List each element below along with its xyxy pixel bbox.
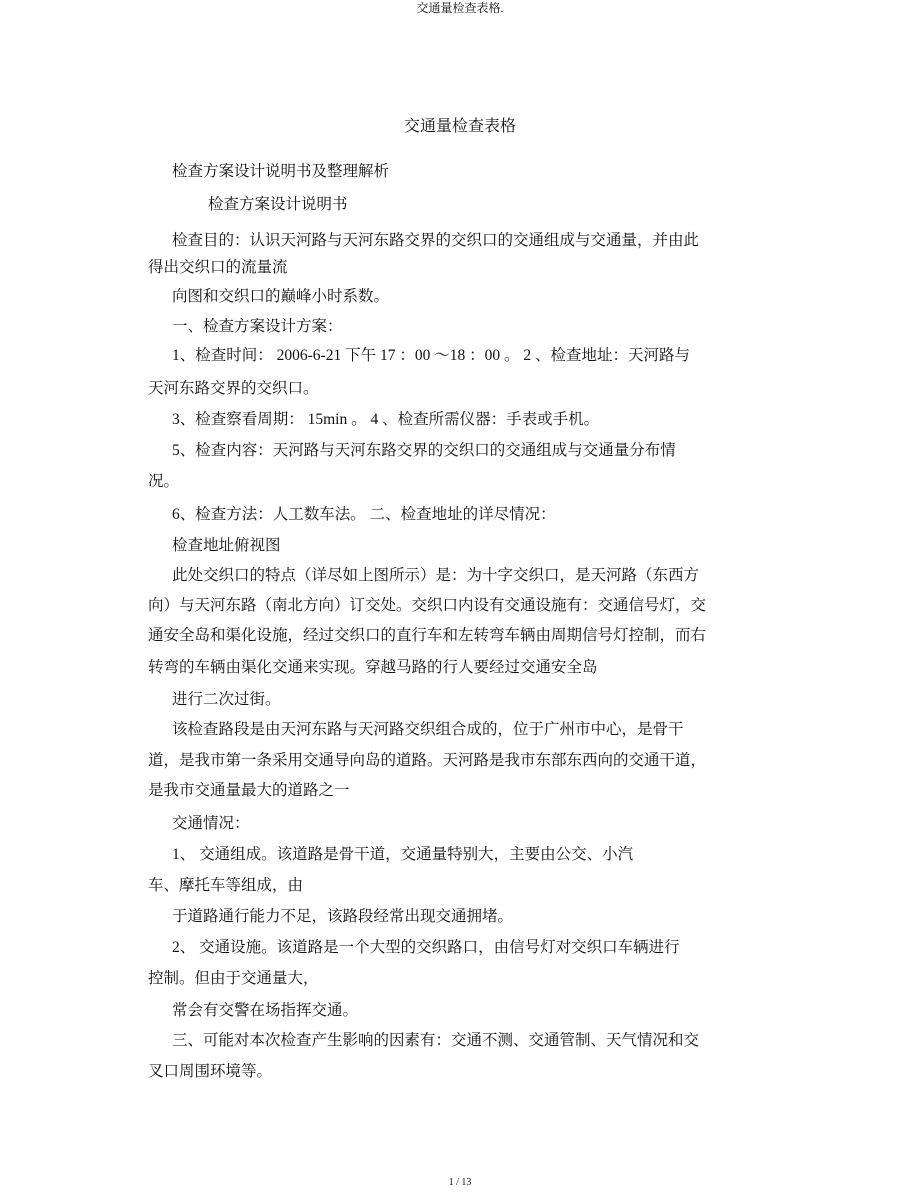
text-line: 进行二次过街。 bbox=[172, 691, 281, 708]
text-line: 况。 bbox=[148, 473, 180, 490]
text-line: 2、 交通设施。该道路是一个大型的交织路口，由信号灯对交织口车辆进行 bbox=[172, 939, 680, 956]
text-line: 1、 交通组成。该道路是骨干道，交通量特别大，主要由公交、小汽 bbox=[172, 846, 634, 863]
text-line: 检查目的：认识天河路与天河东路交界的交织口的交通组成与交通量，并由此 bbox=[172, 232, 700, 249]
text-line: 控制。但由于交通量大， bbox=[148, 970, 319, 987]
text-line: 三、可能对本次检查产生影响的因素有：交通不测、交通管制、天气情况和交 bbox=[172, 1032, 700, 1049]
page-title: 交通量检查表格 bbox=[403, 118, 516, 135]
text-line: 转弯的车辆由渠化交通来实现。穿越马路的行人要经过交通安全岛 bbox=[148, 659, 598, 676]
text-line: 向图和交织口的巅峰小时系数。 bbox=[172, 288, 390, 305]
text-line: 车、摩托车等组成，由 bbox=[148, 877, 304, 894]
text-line: 检查地址俯视图 bbox=[172, 537, 281, 554]
text-line: 向）与天河东路（南北方向）订交处。交织口内设有交通设施有：交通信号灯，交 bbox=[148, 597, 707, 614]
text-line: 叉口周围环境等。 bbox=[148, 1063, 273, 1080]
text-line: 一、检查方案设计方案： bbox=[172, 318, 343, 335]
text-line: 天河东路交界的交织口。 bbox=[148, 380, 319, 397]
text-line: 通安全岛和渠化设施，经过交织口的直行车和左转弯车辆由周期信号灯控制，而右 bbox=[148, 627, 707, 644]
text-line: 是我市交通量最大的道路之一 bbox=[148, 782, 350, 799]
text-line: 3、检查察看周期： 15min 。 4 、检查所需仪器：手表或手机。 bbox=[172, 411, 600, 428]
text-line: 此处交织口的特点（详尽如上图所示）是：为十字交织口，是天河路（东西方 bbox=[172, 567, 700, 584]
text-line: 常会有交警在场指挥交通。 bbox=[172, 1002, 359, 1019]
text-line: 道，是我市第一条采用交通导向岛的道路。天河路是我市东部东西向的交通干道， bbox=[148, 752, 707, 769]
text-line: 6、检查方法：人工数车法。 二、检查地址的详尽情况： bbox=[172, 506, 556, 523]
text-line: 1、检查时间： 2006-6-21 下午 17 ：00 ～18 ：00 。 2 、检查地址：天河路与 bbox=[172, 347, 690, 364]
text-line: 交通情况： bbox=[172, 815, 250, 832]
running-header: 交通量检查表格. bbox=[416, 1, 504, 15]
text-line: 检查方案设计说明书及整理解析 bbox=[172, 163, 390, 180]
text-line: 5、检查内容：天河路与天河东路交界的交织口的交通组成与交通量分布情 bbox=[172, 442, 676, 459]
text-line: 该检查路段是由天河东路与天河路交织组合成的，位于广州市中心，是骨干 bbox=[172, 721, 684, 738]
text-line: 于道路通行能力不足，该路段经常出现交通拥堵。 bbox=[172, 908, 514, 925]
text-line: 检查方案设计说明书 bbox=[208, 196, 348, 213]
text-line: 得出交织口的流量流 bbox=[148, 259, 288, 276]
page-number: 1 / 13 bbox=[448, 1177, 472, 1188]
